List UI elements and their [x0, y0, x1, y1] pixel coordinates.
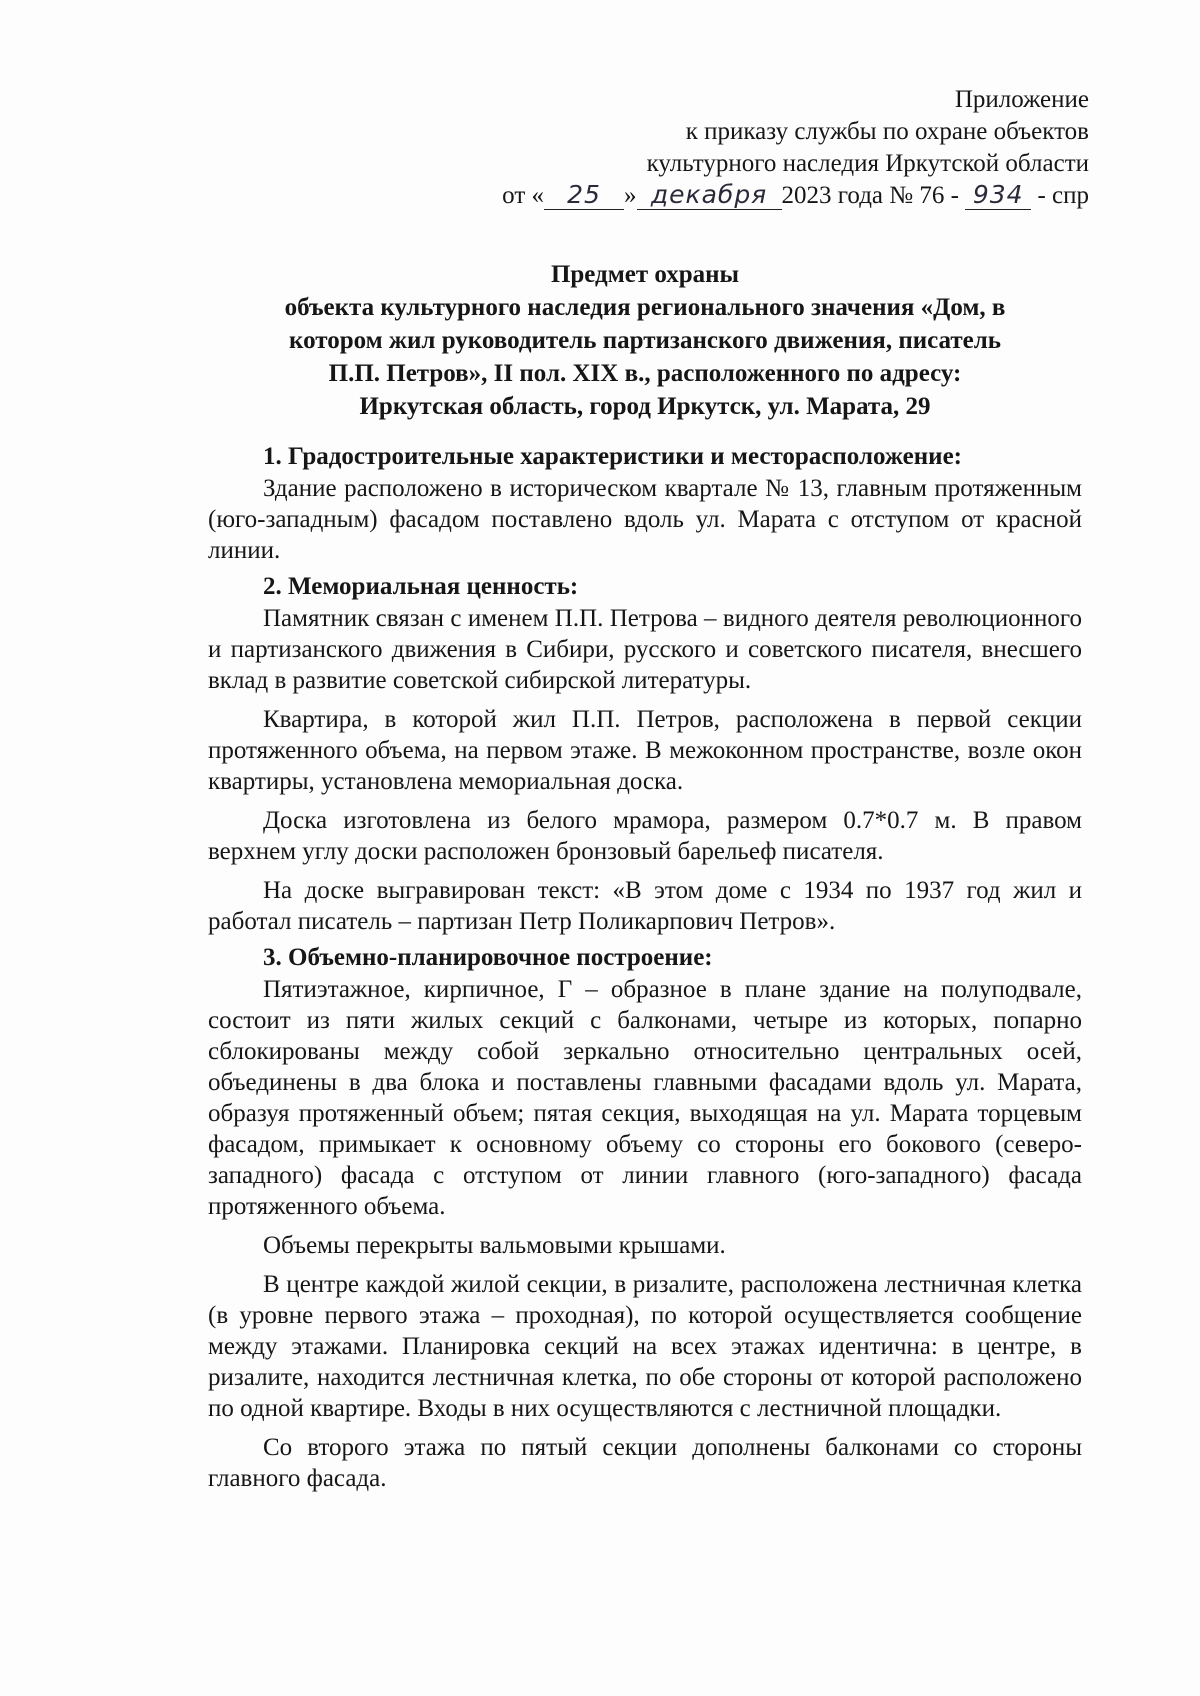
section-2-paragraph-4: На доске выгравирован текст: «В этом доме с 1934 по 1937 год жил и работал писатель – партизан Петр Поликарпович Петров».	[208, 877, 1082, 935]
title-line-4: П.П. Петров», II пол. XIX в., расположенного по адресу:	[328, 360, 962, 387]
appendix-header	[389, 84, 1089, 212]
section-1-heading: 1. Градостроительные характеристики и месторасположение:	[263, 443, 962, 470]
section-3-paragraph-2: Объемы перекрыты вальмовыми крышами.	[263, 1232, 726, 1259]
order-reference-line: к приказу службы по охране объектов	[685, 118, 1089, 145]
order-number-field	[965, 182, 1031, 210]
title-line-5: Иркутская область, город Иркутск, ул. Марата, 29	[359, 393, 931, 420]
section-3-heading: 3. Объемно-планировочное построение:	[263, 944, 713, 971]
section-2-paragraph-1: Памятник связан с именем П.П. Петрова – видного деятеля революционного и партизанского движения в Сибири, русского и советского писателя, внесшего вклад в развитие советской сибирской литературы.	[208, 605, 1082, 694]
handwritten-day: 25	[567, 180, 601, 209]
section-2-paragraph-3: Доска изготовлена из белого мрамора, размером 0.7*0.7 м. В правом верхнем углу доски расположен бронзовый барельеф писателя.	[208, 807, 1082, 865]
section-3-paragraph-4: Со второго этажа по пятый секции дополнены балконами со стороны главного фасада.	[208, 1434, 1082, 1492]
section-1-paragraph-1: Здание расположено в историческом квартале № 13, главным протяженным (юго-западным) фасадом поставлено вдоль ул. Марата с отступом от красной линии.	[208, 475, 1082, 564]
document-body	[208, 440, 1082, 1494]
year-and-order-prefix: 2023 года № 76 -	[781, 182, 959, 209]
section-2-paragraph-2: Квартира, в которой жил П.П. Петров, расположена в первой секции протяженного объема, на первом этаже. В межоконном пространстве, возле окон квартиры, установлена мемориальная доска.	[208, 706, 1082, 795]
day-field	[544, 182, 624, 210]
title-line-1: Предмет охраны	[550, 261, 740, 288]
section-3-paragraph-3: В центре каждой жилой секции, в ризалите, расположена лестничная клетка (в уровне первого этажа – проходная), по которой осуществляется сообщение между этажами. Планировка секций на всех этажах идентична: в центре, в ризалите, находится лестничная клетка, по обе стороны от которой расположено по одной квартире. Входы в них осуществляются с лестничной площадки.	[208, 1271, 1082, 1422]
title-line-2: объекта культурного наследия регионального значения «Дом, в	[284, 294, 1006, 321]
handwritten-month: декабря	[650, 180, 768, 209]
document-title	[205, 258, 1085, 423]
appendix-label: Приложение	[954, 86, 1089, 113]
date-mid: »	[624, 182, 637, 209]
order-suffix: - спр	[1037, 182, 1089, 209]
month-field	[637, 182, 782, 210]
section-2-heading: 2. Мемориальная ценность:	[263, 573, 579, 600]
title-line-3: котором жил руководитель партизанского движения, писатель	[289, 327, 1001, 354]
agency-line: культурного наследия Иркутской области	[646, 150, 1089, 177]
section-3-paragraph-1: Пятиэтажное, кирпичное, Г – образное в плане здание на полуподвале, состоит из пяти жилых секций с балконами, четыре из которых, попарно сблокированы между собой зеркально относительно центральных осей, объединены в два блока и поставлены главными фасадами вдоль ул. Марата, образуя протяженный объем; пятая секция, выходящая на ул. Марата торцевым фасадом, примыкает к основному объему со стороны его бокового (северо-западного) фасада с отступом от линии главного (юго-западного) фасада протяженного объема.	[208, 976, 1082, 1220]
order-date-number-line	[389, 180, 1089, 212]
date-prefix: от «	[502, 182, 545, 209]
handwritten-order-number: 934	[972, 180, 1024, 209]
